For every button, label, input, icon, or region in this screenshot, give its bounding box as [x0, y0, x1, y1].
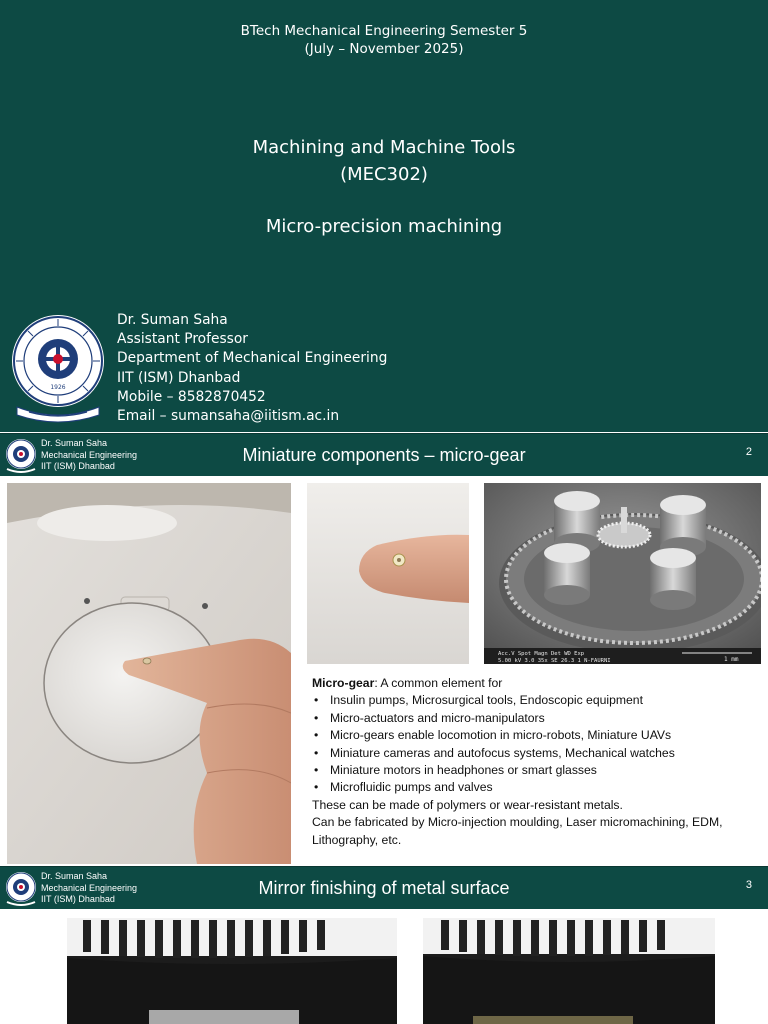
session-line: (July – November 2025): [304, 41, 464, 57]
semester-line: BTech Mechanical Engineering Semester 5: [240, 23, 528, 39]
sem-scale-label: 1 mm: [724, 656, 739, 663]
logo-year: 1926: [50, 384, 66, 391]
instructor-name: Dr. Suman Saha: [117, 312, 228, 328]
slide3-body: [0, 909, 768, 1024]
institute-logo-icon: [9, 313, 107, 423]
header-author-inst: IIT (ISM) Dhanbad: [41, 894, 115, 904]
micro-gear-fingertip-closeup-photo: [307, 483, 469, 664]
mirror-finish-photo-left: [67, 918, 397, 1024]
header-author-name: Dr. Suman Saha: [41, 871, 108, 881]
instructor-department: Department of Mechanical Engineering: [117, 350, 388, 367]
slide2-body: [0, 476, 768, 865]
list-item: • Insulin pumps, Microsurgical tools, Endoscopic equipment: [312, 692, 762, 709]
material-note: These can be made of polymers or wear-resistant metals.: [312, 797, 623, 812]
course-title: Machining and Machine Tools: [252, 137, 516, 158]
application-list: [312, 692, 762, 796]
slide2-title: Miniature components – micro-gear: [242, 445, 526, 465]
sem-meta-line2: 5.00 kV 3.0 35x SE 26.3 1 N-FAURNI: [498, 658, 611, 664]
instructor-details: [117, 311, 387, 426]
semester-info: [0, 22, 768, 58]
header-author-dept: Mechanical Engineering: [41, 449, 138, 460]
course-code: (MEC302): [340, 164, 428, 185]
micro-gear-description: [312, 675, 762, 849]
slide2-page-number: 2: [745, 446, 752, 458]
micro-gear-sem-image: [484, 483, 761, 664]
micro-gear-lead-rest: : A common element for: [374, 676, 503, 690]
micro-gear-on-finger-photo: [7, 483, 291, 864]
course-heading: [0, 134, 768, 188]
micro-gear-lead: [312, 675, 762, 692]
header-author-inst: IIT (ISM) Dhanbad: [41, 461, 115, 471]
instructor-email[interactable]: Email – sumansaha@iitism.ac.in: [117, 408, 340, 425]
list-item: • Microfluidic pumps and valves: [312, 779, 762, 796]
instructor-institute: IIT (ISM) Dhanbad: [117, 369, 241, 386]
mirror-finish-photo-right: [423, 918, 715, 1024]
sem-meta-line1: Acc.V Spot Magn Det WD Exp: [498, 651, 585, 657]
micro-gear-term: Micro-gear: [312, 676, 375, 690]
header-author-dept: Mechanical Engineering: [41, 882, 138, 893]
instructor-designation: Assistant Professor: [117, 331, 248, 348]
instructor-mobile: Mobile – 8582870452: [117, 388, 266, 405]
fabrication-note: Can be fabricated by Micro-injection moulding, Laser micromachining, EDM, Lithography, etc.: [312, 815, 723, 847]
title-slide: [0, 0, 768, 432]
list-item: • Miniature cameras and autofocus systems, Mechanical watches: [312, 745, 762, 762]
header-author-name: Dr. Suman Saha: [41, 438, 108, 448]
slide3-header: [0, 866, 768, 909]
slide3-title: Mirror finishing of metal surface: [258, 878, 510, 898]
list-item: • Micro-gears enable locomotion in micro-robots, Miniature UAVs: [312, 727, 762, 744]
slide2-header: [0, 433, 768, 476]
list-item: • Miniature motors in headphones or smart glasses: [312, 762, 762, 779]
list-item: • Micro-actuators and micro-manipulators: [312, 710, 762, 727]
slide3-page-number: 3: [745, 879, 752, 891]
lecture-topic: Micro-precision machining: [265, 216, 503, 237]
